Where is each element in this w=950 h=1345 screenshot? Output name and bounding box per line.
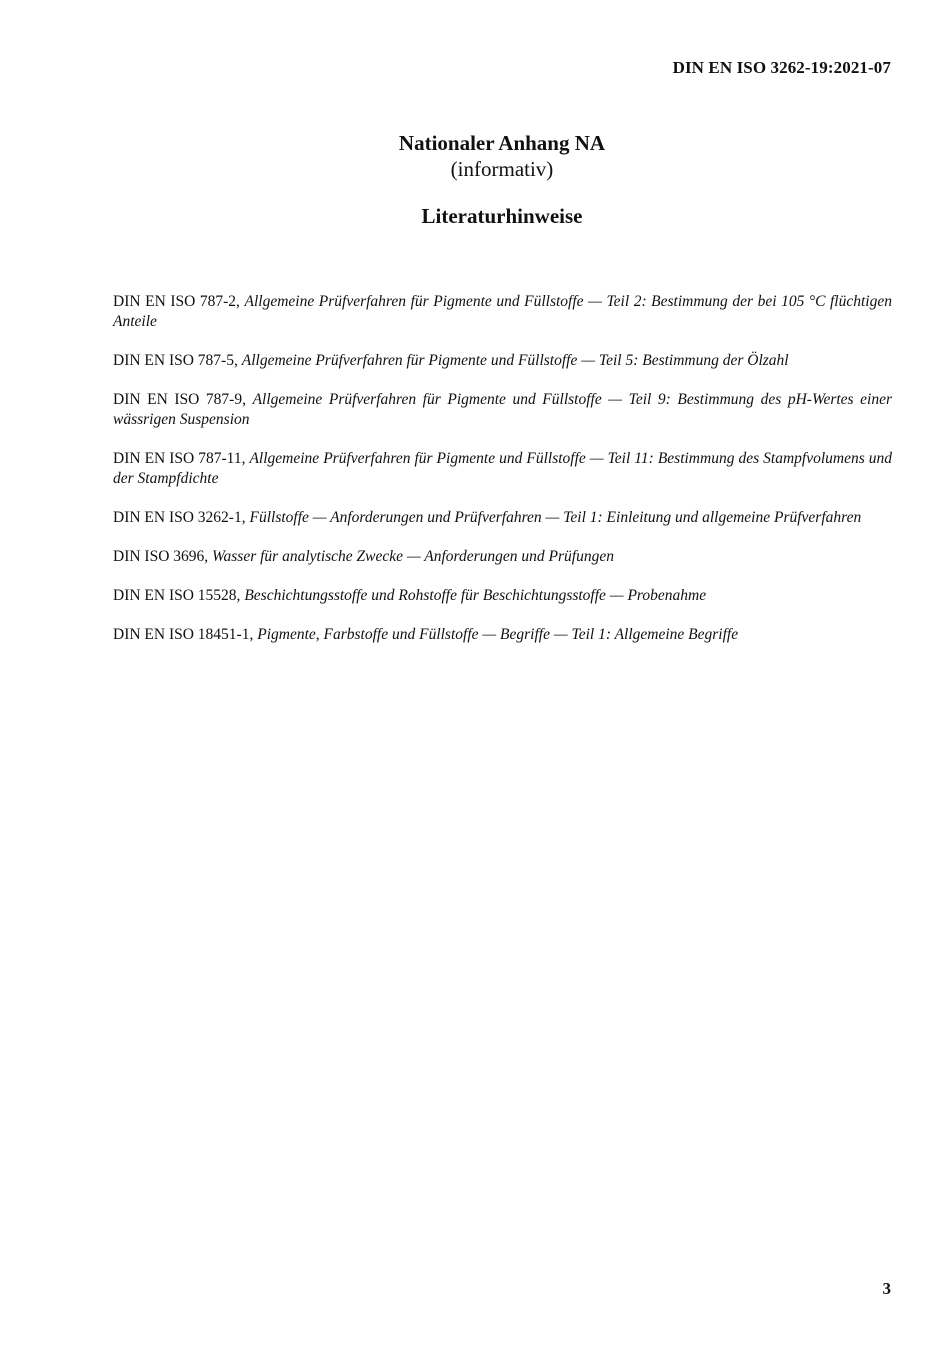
reference-id: DIN EN ISO 787-5, (113, 352, 238, 369)
reference-id: DIN ISO 3696, (113, 548, 209, 565)
reference-title: Allgemeine Prüfverfahren für Pigmente und Füllstoffe — Teil 11: Bestimmung des Stampfvolumens und der Stampfdichte (113, 450, 892, 487)
reference-title: Allgemeine Prüfverfahren für Pigmente und Füllstoffe — Teil 5: Bestimmung der Ölzahl (241, 352, 789, 369)
reference-title: Pigmente, Farbstoffe und Füllstoffe — Begriffe — Teil 1: Allgemeine Begriffe (257, 626, 739, 643)
reference-item (113, 547, 892, 567)
reference-title: Füllstoffe — Anforderungen und Prüfverfahren — Teil 1: Einleitung und allgemeine Prüfverfahren (249, 509, 862, 526)
reference-title: Allgemeine Prüfverfahren für Pigmente und Füllstoffe — Teil 9: Bestimmung des pH-Wertes einer wässrigen Suspension (113, 391, 893, 428)
reference-id: DIN EN ISO 787-9, (113, 391, 246, 408)
reference-id: DIN EN ISO 15528, (113, 587, 241, 604)
section-title: Literaturhinweise (421, 204, 583, 228)
reference-title: Wasser für analytische Zwecke — Anforderungen und Prüfungen (212, 548, 614, 565)
reference-item (113, 292, 892, 332)
annex-heading (0, 130, 950, 230)
reference-list (113, 292, 892, 664)
reference-item (113, 508, 892, 528)
reference-id: DIN EN ISO 787-2, (113, 293, 240, 310)
reference-item (113, 390, 892, 430)
reference-title: Allgemeine Prüfverfahren für Pigmente und Füllstoffe — Teil 2: Bestimmung der bei 105 °C flüchtigen Anteile (113, 293, 892, 330)
reference-id: DIN EN ISO 787-11, (113, 450, 246, 467)
reference-id: DIN EN ISO 3262-1, (113, 509, 246, 526)
reference-item (113, 351, 892, 371)
annex-title: Nationaler Anhang NA (398, 131, 606, 155)
reference-item (113, 586, 892, 606)
reference-item (113, 449, 892, 489)
annex-subtitle: (informativ) (450, 157, 554, 181)
page-number: 3 (882, 1279, 891, 1298)
reference-title: Beschichtungsstoffe und Rohstoffe für Beschichtungsstoffe — Probenahme (244, 587, 707, 604)
reference-item (113, 625, 892, 645)
reference-id: DIN EN ISO 18451-1, (113, 626, 254, 643)
document-id: DIN EN ISO 3262-19:2021-07 (672, 58, 891, 77)
